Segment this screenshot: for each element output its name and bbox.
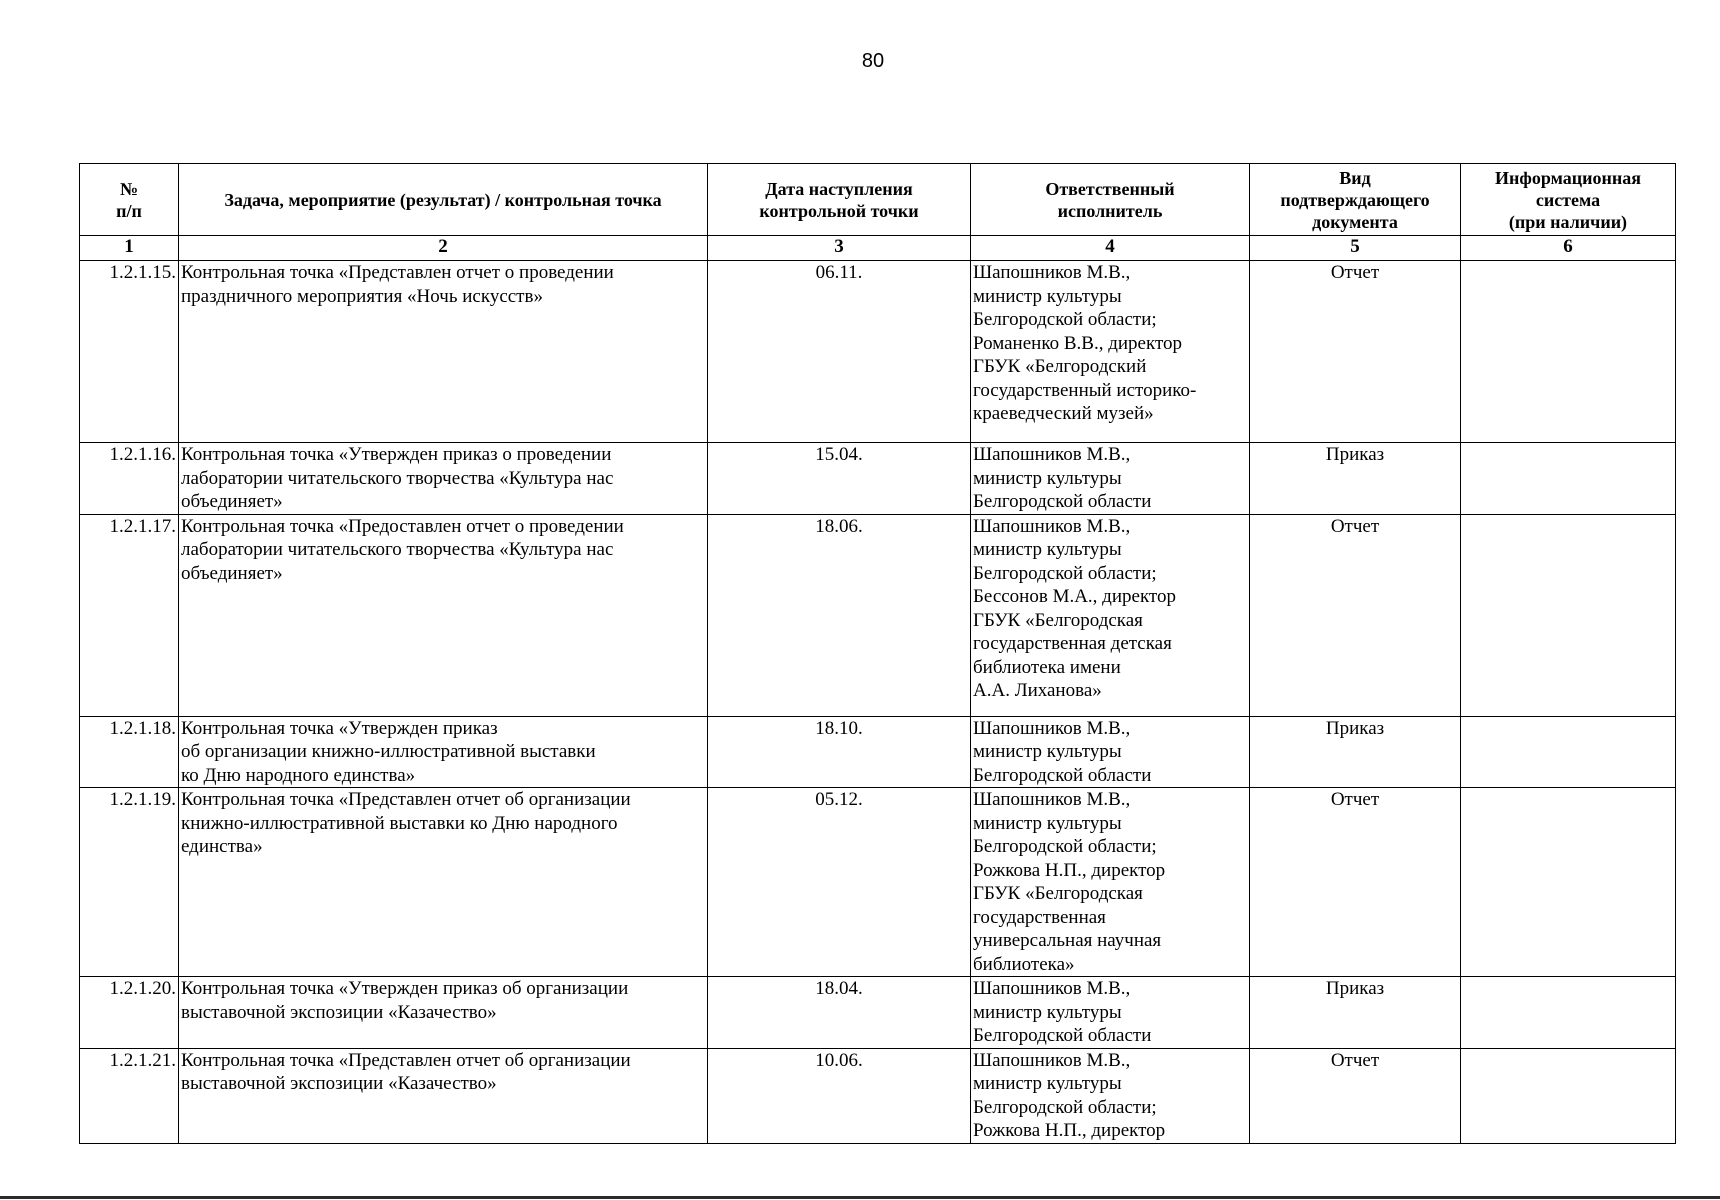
info-system-cell <box>1461 1048 1676 1143</box>
control-points-table <box>79 163 1676 1144</box>
column-number: 5 <box>1250 236 1461 261</box>
responsible-cell: Шапошников М.В., министр культуры Белгородской области <box>971 716 1250 788</box>
column-number: 3 <box>708 236 971 261</box>
info-system-cell <box>1461 261 1676 443</box>
table-header-row <box>80 164 1676 236</box>
doc-type-cell: Отчет <box>1250 1048 1461 1143</box>
table-row <box>80 514 1676 716</box>
date-cell: 06.11. <box>708 261 971 443</box>
info-system-cell <box>1461 716 1676 788</box>
table-row <box>80 788 1676 977</box>
table-row <box>80 716 1676 788</box>
responsible-cell: Шапошников М.В., министр культуры Белгородской области; Рожкова Н.П., директор ГБУК «Белгородская государственная универсальная научная библиотека» <box>971 788 1250 977</box>
doc-type-cell: Отчет <box>1250 788 1461 977</box>
column-number: 4 <box>971 236 1250 261</box>
table-row <box>80 1048 1676 1143</box>
doc-type-cell: Приказ <box>1250 977 1461 1049</box>
column-number: 1 <box>80 236 179 261</box>
column-number: 6 <box>1461 236 1676 261</box>
table-row <box>80 261 1676 443</box>
info-system-cell <box>1461 977 1676 1049</box>
responsible-cell: Шапошников М.В., министр культуры Белгородской области <box>971 977 1250 1049</box>
header-date: Дата наступления контрольной точки <box>708 164 971 236</box>
column-number: 2 <box>179 236 708 261</box>
responsible-cell: Шапошников М.В., министр культуры Белгородской области; Бессонов М.А., директор ГБУК «Белгородская государственная детская библиотека имени А.А. Лиханова» <box>971 514 1250 716</box>
row-number: 1.2.1.21. <box>80 1048 179 1143</box>
row-number: 1.2.1.15. <box>80 261 179 443</box>
page-number: 80 <box>861 50 885 72</box>
date-cell: 05.12. <box>708 788 971 977</box>
info-system-cell <box>1461 514 1676 716</box>
row-number: 1.2.1.20. <box>80 977 179 1049</box>
doc-type-cell: Приказ <box>1250 716 1461 788</box>
info-system-cell <box>1461 788 1676 977</box>
header-responsible: Ответственный исполнитель <box>971 164 1250 236</box>
date-cell: 15.04. <box>708 443 971 515</box>
row-number: 1.2.1.18. <box>80 716 179 788</box>
row-number: 1.2.1.17. <box>80 514 179 716</box>
info-system-cell <box>1461 443 1676 515</box>
task-cell: Контрольная точка «Утвержден приказ об организации выставочной экспозиции «Казачество» <box>179 977 708 1049</box>
task-cell: Контрольная точка «Представлен отчет об организации книжно-иллюстративной выставки ко Дню народного единства» <box>179 788 708 977</box>
date-cell: 18.04. <box>708 977 971 1049</box>
header-task: Задача, мероприятие (результат) / контрольная точка <box>179 164 708 236</box>
table-row <box>80 443 1676 515</box>
task-cell: Контрольная точка «Предоставлен отчет о проведении лаборатории читательского творчества «Культура нас объединяет» <box>179 514 708 716</box>
task-cell: Контрольная точка «Представлен отчет о проведении праздничного мероприятия «Ночь искусств» <box>179 261 708 443</box>
header-doc-type: Вид подтверждающего документа <box>1250 164 1461 236</box>
responsible-cell: Шапошников М.В., министр культуры Белгородской области; Рожкова Н.П., директор <box>971 1048 1250 1143</box>
header-info-system: Информационная система (при наличии) <box>1461 164 1676 236</box>
table-row <box>80 977 1676 1049</box>
date-cell: 18.10. <box>708 716 971 788</box>
page-bottom-edge <box>0 1196 1720 1199</box>
header-number: № п/п <box>80 164 179 236</box>
task-cell: Контрольная точка «Представлен отчет об организации выставочной экспозиции «Казачество» <box>179 1048 708 1143</box>
task-cell: Контрольная точка «Утвержден приказ об организации книжно-иллюстративной выставки ко Дню народного единства» <box>179 716 708 788</box>
doc-type-cell: Отчет <box>1250 261 1461 443</box>
doc-type-cell: Отчет <box>1250 514 1461 716</box>
responsible-cell: Шапошников М.В., министр культуры Белгородской области <box>971 443 1250 515</box>
task-cell: Контрольная точка «Утвержден приказ о проведении лаборатории читательского творчества «Культура нас объединяет» <box>179 443 708 515</box>
row-number: 1.2.1.19. <box>80 788 179 977</box>
date-cell: 18.06. <box>708 514 971 716</box>
responsible-cell: Шапошников М.В., министр культуры Белгородской области; Романенко В.В., директор ГБУК «Белгородский государственный историко- краеведческий музей» <box>971 261 1250 443</box>
date-cell: 10.06. <box>708 1048 971 1143</box>
doc-type-cell: Приказ <box>1250 443 1461 515</box>
row-number: 1.2.1.16. <box>80 443 179 515</box>
column-numbers-row <box>80 236 1676 261</box>
